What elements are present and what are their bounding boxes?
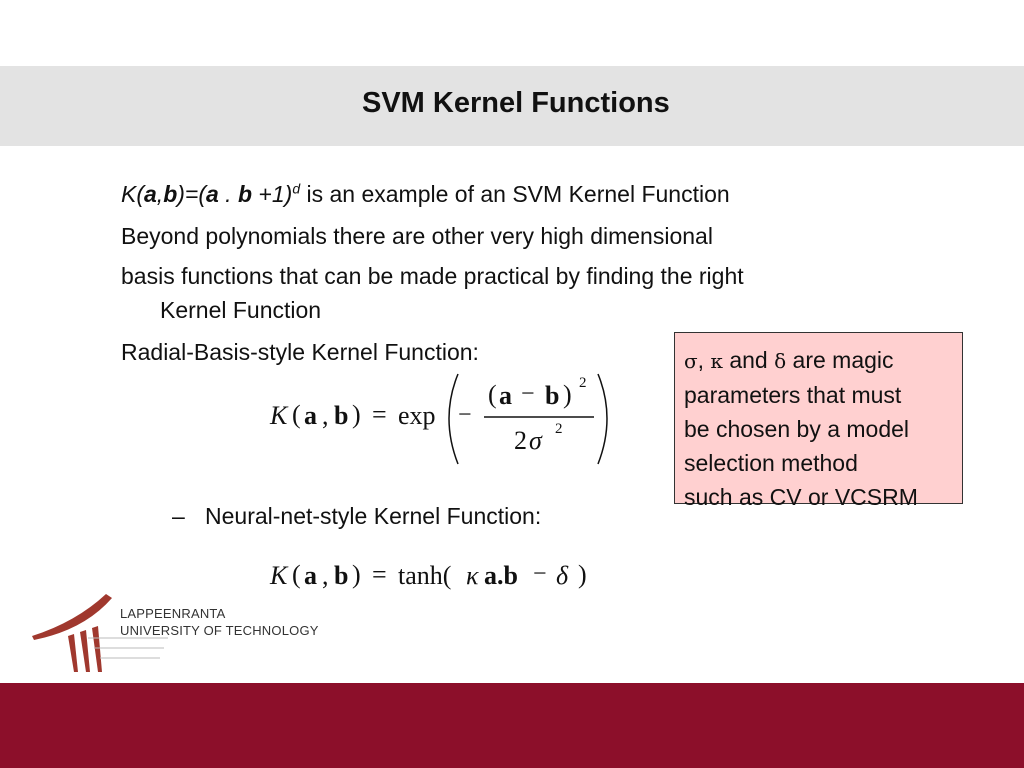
- formula-description: is an example of an SVM Kernel Function: [300, 181, 730, 207]
- note-tail: are magic: [786, 347, 894, 373]
- note-and: and: [722, 347, 775, 373]
- formula-a2: a: [206, 181, 219, 207]
- rbf-b: b: [334, 401, 349, 430]
- footer-band: [0, 683, 1024, 768]
- slide-title: SVM Kernel Functions: [362, 87, 670, 119]
- formula-eq: )=(: [177, 181, 206, 207]
- rbf-k: K: [270, 401, 288, 430]
- rbf-den-two: 2: [514, 426, 527, 455]
- tanh-close: ): [578, 560, 587, 589]
- rbf-a: a: [304, 401, 317, 430]
- kernel-example-line: [121, 179, 730, 209]
- tanh-k: K: [270, 561, 288, 590]
- rbf-comma: ,: [322, 401, 329, 430]
- formula-exponent: d: [292, 180, 301, 197]
- formula-comma: ,: [156, 181, 164, 207]
- tanh-func: tanh(: [398, 561, 452, 590]
- rbf-args-open: (: [292, 400, 301, 429]
- tanh-kappa: κ: [466, 561, 479, 590]
- parameter-note-box: [674, 332, 963, 510]
- rbf-num-open: (: [488, 380, 497, 409]
- rbf-exp: exp: [398, 401, 436, 430]
- tanh-delta: δ: [556, 561, 569, 590]
- logo-text-line-1: LAPPEENRANTA: [120, 606, 226, 621]
- tanh-comma: ,: [322, 561, 329, 590]
- formula-a: a: [144, 181, 157, 207]
- neural-net-heading: Neural-net-style Kernel Function:: [205, 503, 542, 529]
- tanh-a: a: [304, 561, 317, 590]
- tanh-args-open: (: [292, 560, 301, 589]
- rbf-num-power: 2: [579, 375, 587, 391]
- note-line-4: selection method: [684, 450, 858, 476]
- rbf-heading: Radial-Basis-style Kernel Function:: [121, 339, 479, 365]
- tanh-b: b: [334, 561, 349, 590]
- formula-k: K(: [121, 181, 144, 207]
- rbf-equals: =: [372, 400, 387, 429]
- note-sigma: σ: [684, 349, 698, 373]
- formula-b2: b: [237, 181, 253, 207]
- rbf-num-minus: −: [521, 381, 535, 407]
- formula-dot: .: [218, 181, 238, 207]
- polynomials-line: Beyond polynomials there are other very high dimensional: [121, 223, 713, 249]
- rbf-num-b: b: [545, 381, 560, 410]
- kernel-function-line: Kernel Function: [160, 297, 322, 323]
- note-line-5: such as CV or VCSRM: [684, 484, 918, 510]
- rbf-args-close: ): [352, 400, 361, 429]
- rbf-minus: −: [458, 402, 472, 428]
- note-line-2: parameters that must: [684, 382, 902, 408]
- logo-text-line-2: UNIVERSITY OF TECHNOLOGY: [120, 623, 319, 638]
- note-delta: δ: [774, 349, 787, 373]
- tanh-minus: −: [533, 561, 547, 587]
- note-sep: ,: [697, 347, 711, 373]
- formula-b: b: [163, 181, 178, 207]
- neural-net-dash: –: [172, 503, 185, 529]
- tanh-equals: =: [372, 560, 387, 589]
- rbf-den-power: 2: [555, 421, 563, 437]
- rbf-num-close: ): [563, 380, 572, 409]
- rbf-den-sigma: σ: [529, 426, 542, 455]
- tanh-args-close: ): [352, 560, 361, 589]
- basis-functions-line: basis functions that can be made practical by finding the right: [121, 263, 744, 289]
- tanh-ab: a.b: [484, 561, 518, 590]
- formula-plus: +1): [252, 181, 293, 207]
- note-line-3: be chosen by a model: [684, 416, 910, 442]
- note-kappa: κ: [710, 349, 723, 373]
- rbf-num-a: a: [499, 381, 512, 410]
- note-line-1: [684, 343, 962, 378]
